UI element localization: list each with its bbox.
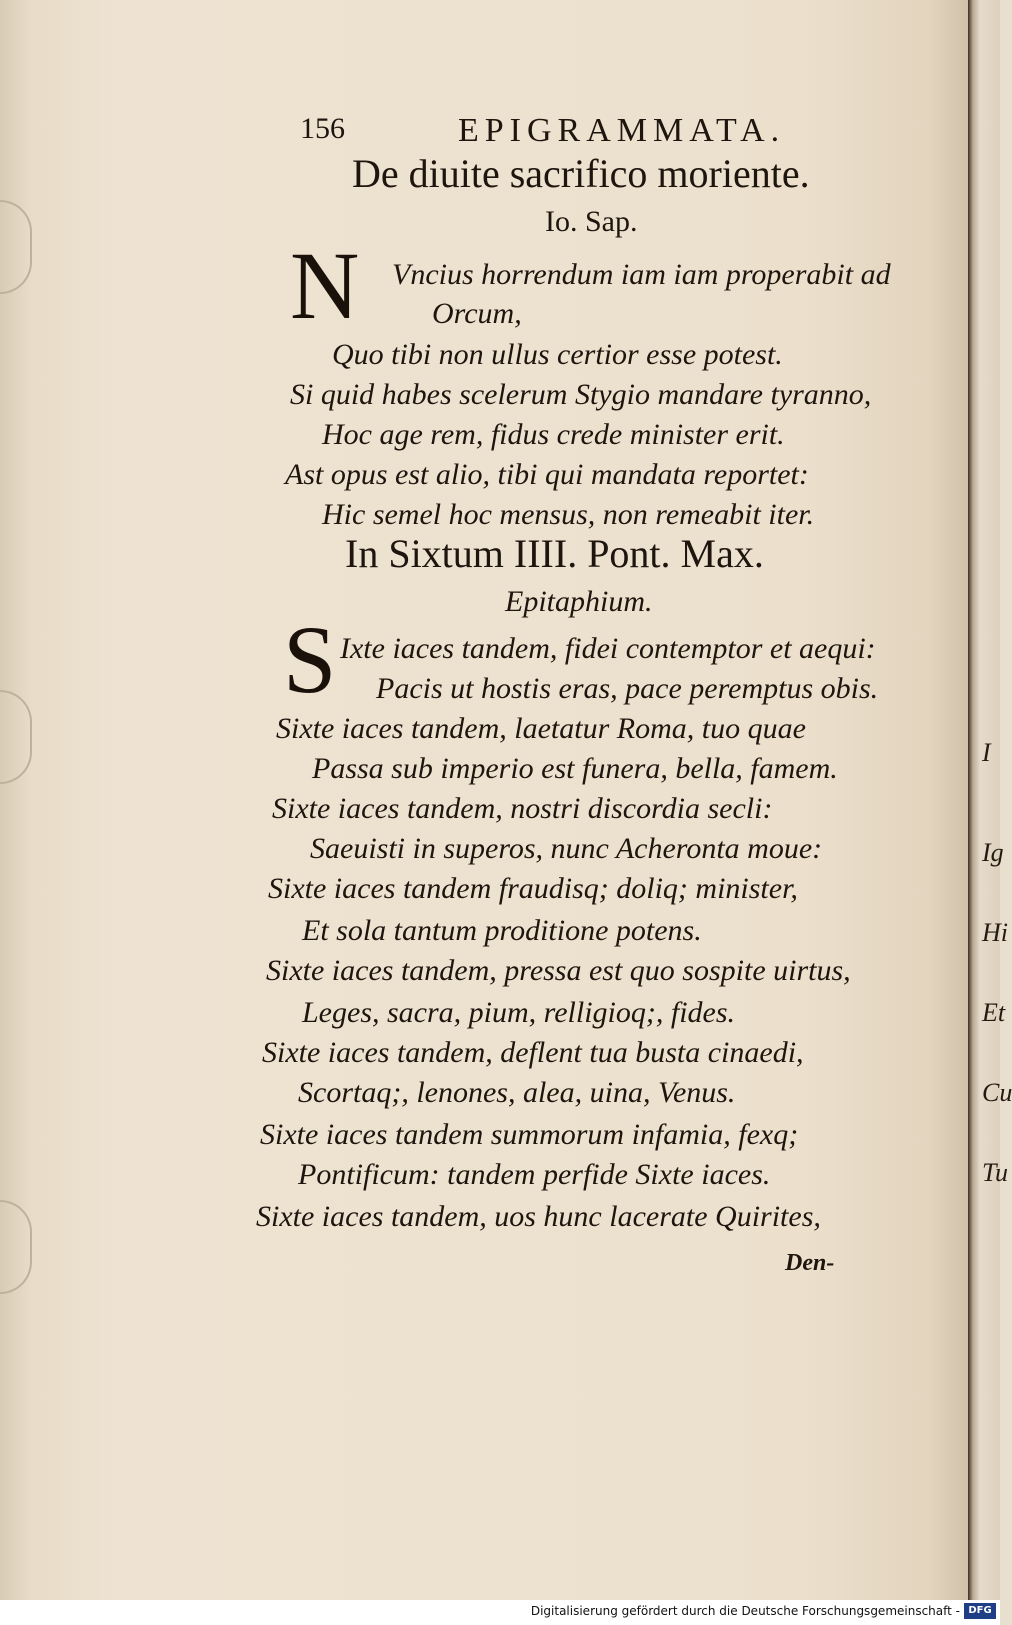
- poem1-title: De diuite sacrifico moriente.: [352, 151, 810, 196]
- edge-fragment: Hi: [982, 918, 1008, 947]
- poem2-line: Sixte iaces tandem, pressa est quo sospite uirtus,: [266, 954, 851, 987]
- poem1-line: Si quid habes scelerum Stygio mandare tyranno,: [290, 378, 872, 411]
- poem2-line: Ixte iaces tandem, fidei contemptor et aequi:: [340, 632, 876, 665]
- running-title: EPIGRAMMATA.: [458, 112, 786, 149]
- dfg-logo: DFG: [964, 1603, 996, 1619]
- dropcap-s: S: [283, 606, 337, 713]
- poem1-line: Quo tibi non ullus certior esse potest.: [332, 338, 783, 371]
- poem1-line: Hic semel hoc mensus, non remeabit iter.: [322, 498, 815, 531]
- poem2-line: Et sola tantum proditione potens.: [302, 914, 702, 947]
- poem2-line: Saeuisti in superos, nunc Acheronta moue:: [310, 832, 823, 865]
- catchword: Den-: [785, 1250, 835, 1276]
- poem1-line: Ast opus est alio, tibi qui mandata reportet:: [285, 458, 809, 491]
- poem1-author: Io. Sap.: [545, 205, 638, 238]
- poem2-line: Sixte iaces tandem, nostri discordia secli:: [272, 792, 773, 825]
- footer-credit: Digitalisierung gefördert durch die Deutsche Forschungsgemeinschaft -: [530, 1604, 960, 1618]
- poem2-line: Passa sub imperio est funera, bella, famem.: [312, 752, 838, 785]
- poem2-line: Leges, sacra, pium, relligioq;, fides.: [302, 996, 736, 1029]
- poem1-line: Orcum,: [432, 297, 522, 330]
- poem2-line: Sixte iaces tandem, uos hunc lacerate Quirites,: [256, 1200, 821, 1233]
- poem2-line: Sixte iaces tandem fraudisq; doliq; minister,: [268, 872, 798, 905]
- adjacent-page-edge: [975, 0, 1000, 1600]
- page-number: 156: [300, 112, 345, 145]
- edge-fragment: Ig: [982, 838, 1004, 867]
- poem2-line: Scortaq;, lenones, alea, uina, Venus.: [298, 1076, 736, 1109]
- poem2-line: Sixte iaces tandem, laetatur Roma, tuo quae: [276, 712, 806, 745]
- edge-fragment: Cu: [982, 1078, 1012, 1107]
- poem2-line: Sixte iaces tandem, deflent tua busta cinaedi,: [262, 1036, 804, 1069]
- edge-fragment: Tu: [982, 1158, 1009, 1187]
- poem2-line: Pacis ut hostis eras, pace peremptus obis.: [376, 672, 879, 705]
- digitization-footer: [0, 1600, 1000, 1625]
- poem2-subtitle: Epitaphium.: [505, 585, 653, 618]
- poem2-line: Sixte iaces tandem summorum infamia, fexq;: [260, 1118, 799, 1151]
- poem1-line: Vncius horrendum iam iam properabit ad: [392, 258, 891, 291]
- edge-fragment: Et: [982, 998, 1006, 1027]
- dropcap-n: N: [290, 232, 360, 339]
- edge-fragment: I: [982, 738, 991, 767]
- poem2-title: In Sixtum IIII. Pont. Max.: [345, 531, 764, 576]
- poem2-line: Pontificum: tandem perfide Sixte iaces.: [298, 1158, 771, 1191]
- poem1-line: Hoc age rem, fidus crede minister erit.: [322, 418, 785, 451]
